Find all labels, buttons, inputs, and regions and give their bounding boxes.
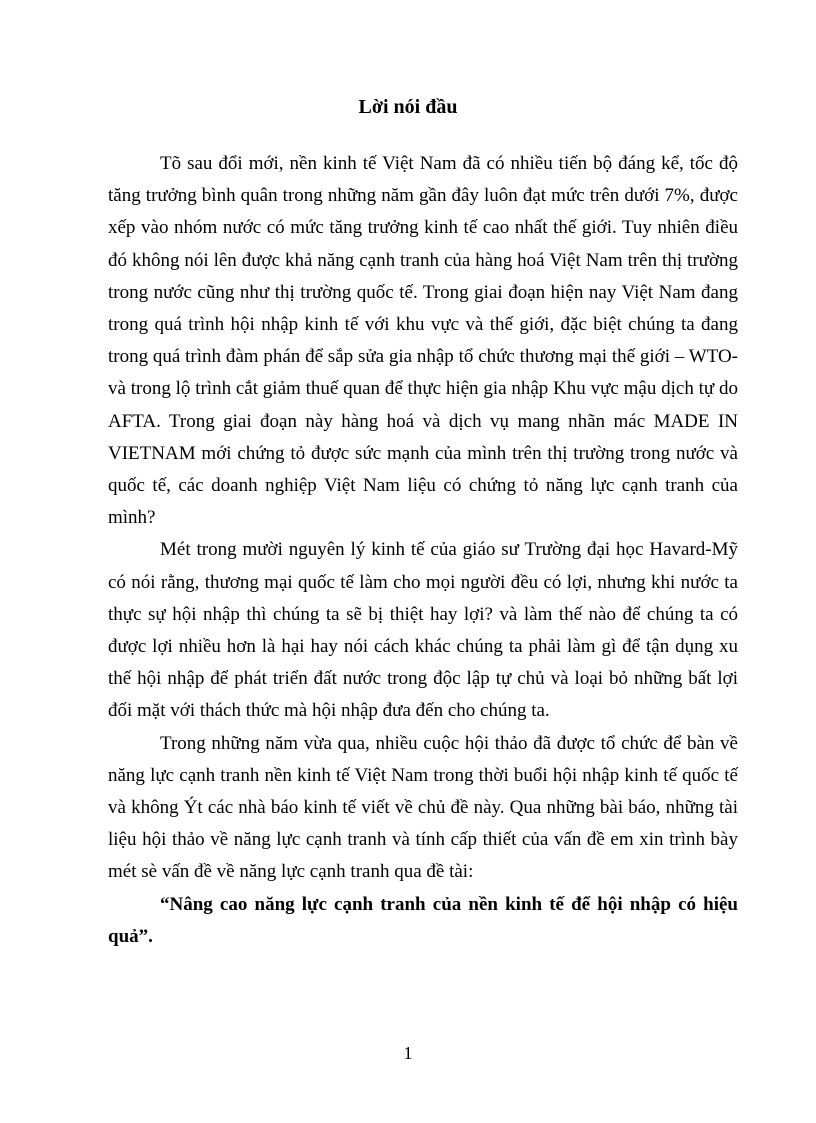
page-title: Lời nói đầu bbox=[358, 96, 458, 118]
paragraph-3: Trong những năm vừa qua, nhiều cuộc hội thảo đã được tổ chức để bàn về năng lực cạnh tranh nền kinh tế Việt Nam trong thời buổi hội nhập kinh tế quốc tế và không Ýt các nhà báo kinh tế viết về chủ đề này. Qua những bài báo, những tài liệu hội thảo về năng lực cạnh tranh và tính cấp thiết của vấn đề em xin trình bày mét sè vấn đề về năng lực cạnh tranh qua đề tài: bbox=[108, 732, 738, 883]
paragraph-1: Tõ sau đổi mới, nền kinh tế Việt Nam đã có nhiều tiến bộ đáng kể, tốc độ tăng trưởng bình quân trong những năm gần đây luôn đạt mức trên dưới 7%, được xếp vào nhóm nước có mức tăng trưởng kinh tế cao nhất thế giới. Tuy nhiên điều đó không nói lên được khả năng cạnh tranh của hàng hoá Việt Nam trên thị trường trong nước cũng như thị trường quốc tế. Trong giai đoạn hiện nay Việt Nam đang trong quá trình hội nhập kinh tế với khu vực và thế giới, đặc biệt chúng ta đang trong quá trình đàm phán để sắp sửa gia nhập tổ chức thương mại thế giới – WTO- và trong lộ trình cắt giảm thuế quan để thực hiện gia nhập Khu vực mậu dịch tự do AFTA. Trong giai đoạn này hàng hoá và dịch vụ mang nhãn mác MADE IN VIETNAM mới chứng tỏ được sức mạnh của mình trên thị trường trong nước và quốc tế, các doanh nghiệp Việt Nam liệu có chứng tỏ năng lực cạnh tranh của mình? bbox=[108, 153, 738, 529]
page-number: 1 bbox=[403, 1043, 413, 1063]
topic-title: “Nâng cao năng lực cạnh tranh của nền kinh tế để hội nhập có hiệu quả”. bbox=[108, 893, 738, 947]
body-text bbox=[108, 148, 738, 953]
paragraph-2: Mét trong mười nguyên lý kinh tế của giáo sư Trường đại học Havard-Mỹ có nói rằng, thương mại quốc tế làm cho mọi người đều có lợi, nhưng khi nước ta thực sự hội nhập thì chúng ta sẽ bị thiệt hay lợi? và làm thế nào để chúng ta có được lợi nhiều hơn là hại hay nói cách khác chúng ta phải làm gì để tận dụng xu thế hội nhập để phát triển đất nước trong độc lập tự chủ và loại bỏ những bất lợi đối mặt với thách thức mà hội nhập đưa đến cho chúng ta. bbox=[108, 539, 738, 722]
